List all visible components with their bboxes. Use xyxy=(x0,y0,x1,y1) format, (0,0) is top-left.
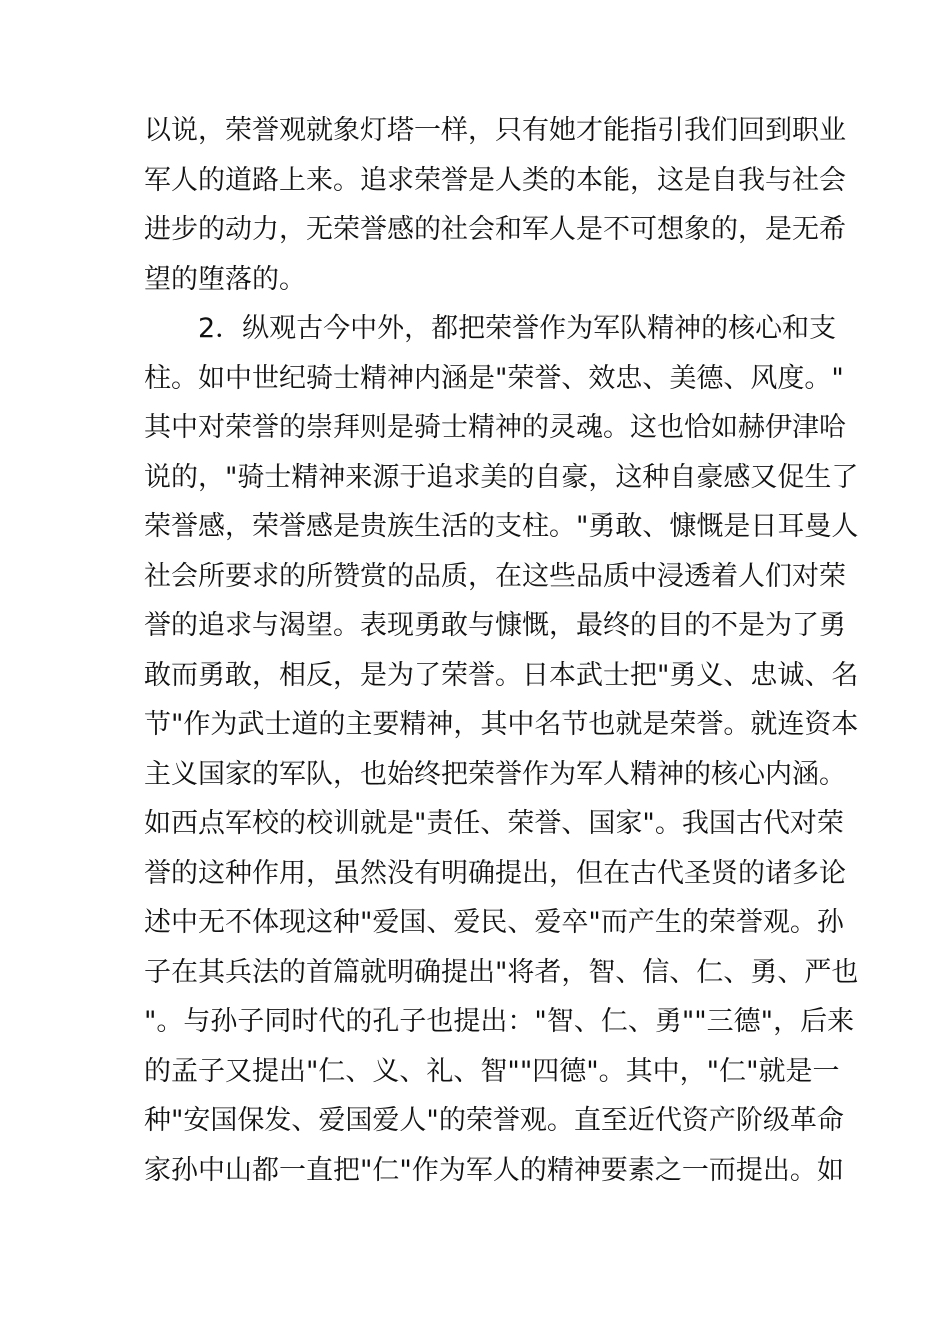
text-line: 社会所要求的所赞赏的品质，在这些品质中浸透着人们对荣 xyxy=(144,560,846,592)
text-line: 誉的这种作用，虽然没有明确提出，但在古代圣贤的诸多论 xyxy=(144,857,846,889)
text-line: 主义国家的军队，也始终把荣誉作为军人精神的核心内涵。 xyxy=(144,758,846,790)
text-line: 2．纵观古今中外，都把荣誉作为军队精神的核心和支 xyxy=(144,313,837,344)
text-line: 以说，荣誉观就象灯塔一样，只有她才能指引我们回到职业 xyxy=(144,115,846,146)
text-line: 军人的道路上来。追求荣誉是人类的本能，这是自我与社会 xyxy=(144,164,846,196)
text-line: 的孟子又提出"仁、义、礼、智""四德"。其中，"仁"就是一 xyxy=(144,1055,840,1087)
body-text xyxy=(144,106,859,1195)
text-line: 种"安国保发、爱国爱人"的荣誉观。直至近代资产阶级革命 xyxy=(144,1105,844,1136)
text-line: 望的堕落的。 xyxy=(144,263,306,295)
text-line: 誉的追求与渴望。表现勇敢与慷慨，最终的目的不是为了勇 xyxy=(144,610,846,641)
text-line: 节"作为武士道的主要精神，其中名节也就是荣誉。就连资本 xyxy=(144,709,859,740)
text-line: 说的，"骑士精神来源于追求美的自豪，这种自豪感又促生了 xyxy=(144,461,859,493)
text-line: 其中对荣誉的崇拜则是骑士精神的灵魂。这也恰如赫伊津哈 xyxy=(144,412,846,443)
text-line: "。与孙子同时代的孔子也提出："智、仁、勇""三德"，后来 xyxy=(144,1006,855,1037)
text-line: 子在其兵法的首篇就明确提出"将者，智、信、仁、勇、严也 xyxy=(144,956,859,988)
text-line: 敢而勇敢，相反，是为了荣誉。日本武士把"勇义、忠诚、名 xyxy=(144,659,859,691)
text-line: 进步的动力，无荣誉感的社会和军人是不可想象的，是无希 xyxy=(144,214,846,245)
text-line: 述中无不体现这种"爱国、爱民、爱卒"而产生的荣誉观。孙 xyxy=(144,907,844,938)
text-line: 柱。如中世纪骑士精神内涵是"荣誉、效忠、美德、风度。" xyxy=(144,362,844,394)
text-line: 荣誉感，荣誉感是贵族生活的支柱。"勇敢、慷慨是日耳曼人 xyxy=(144,511,859,542)
text-line: 家孙中山都一直把"仁"作为军人的精神要素之一而提出。如 xyxy=(144,1154,844,1186)
text-line: 如西点军校的校训就是"责任、荣誉、国家"。我国古代对荣 xyxy=(144,808,844,839)
